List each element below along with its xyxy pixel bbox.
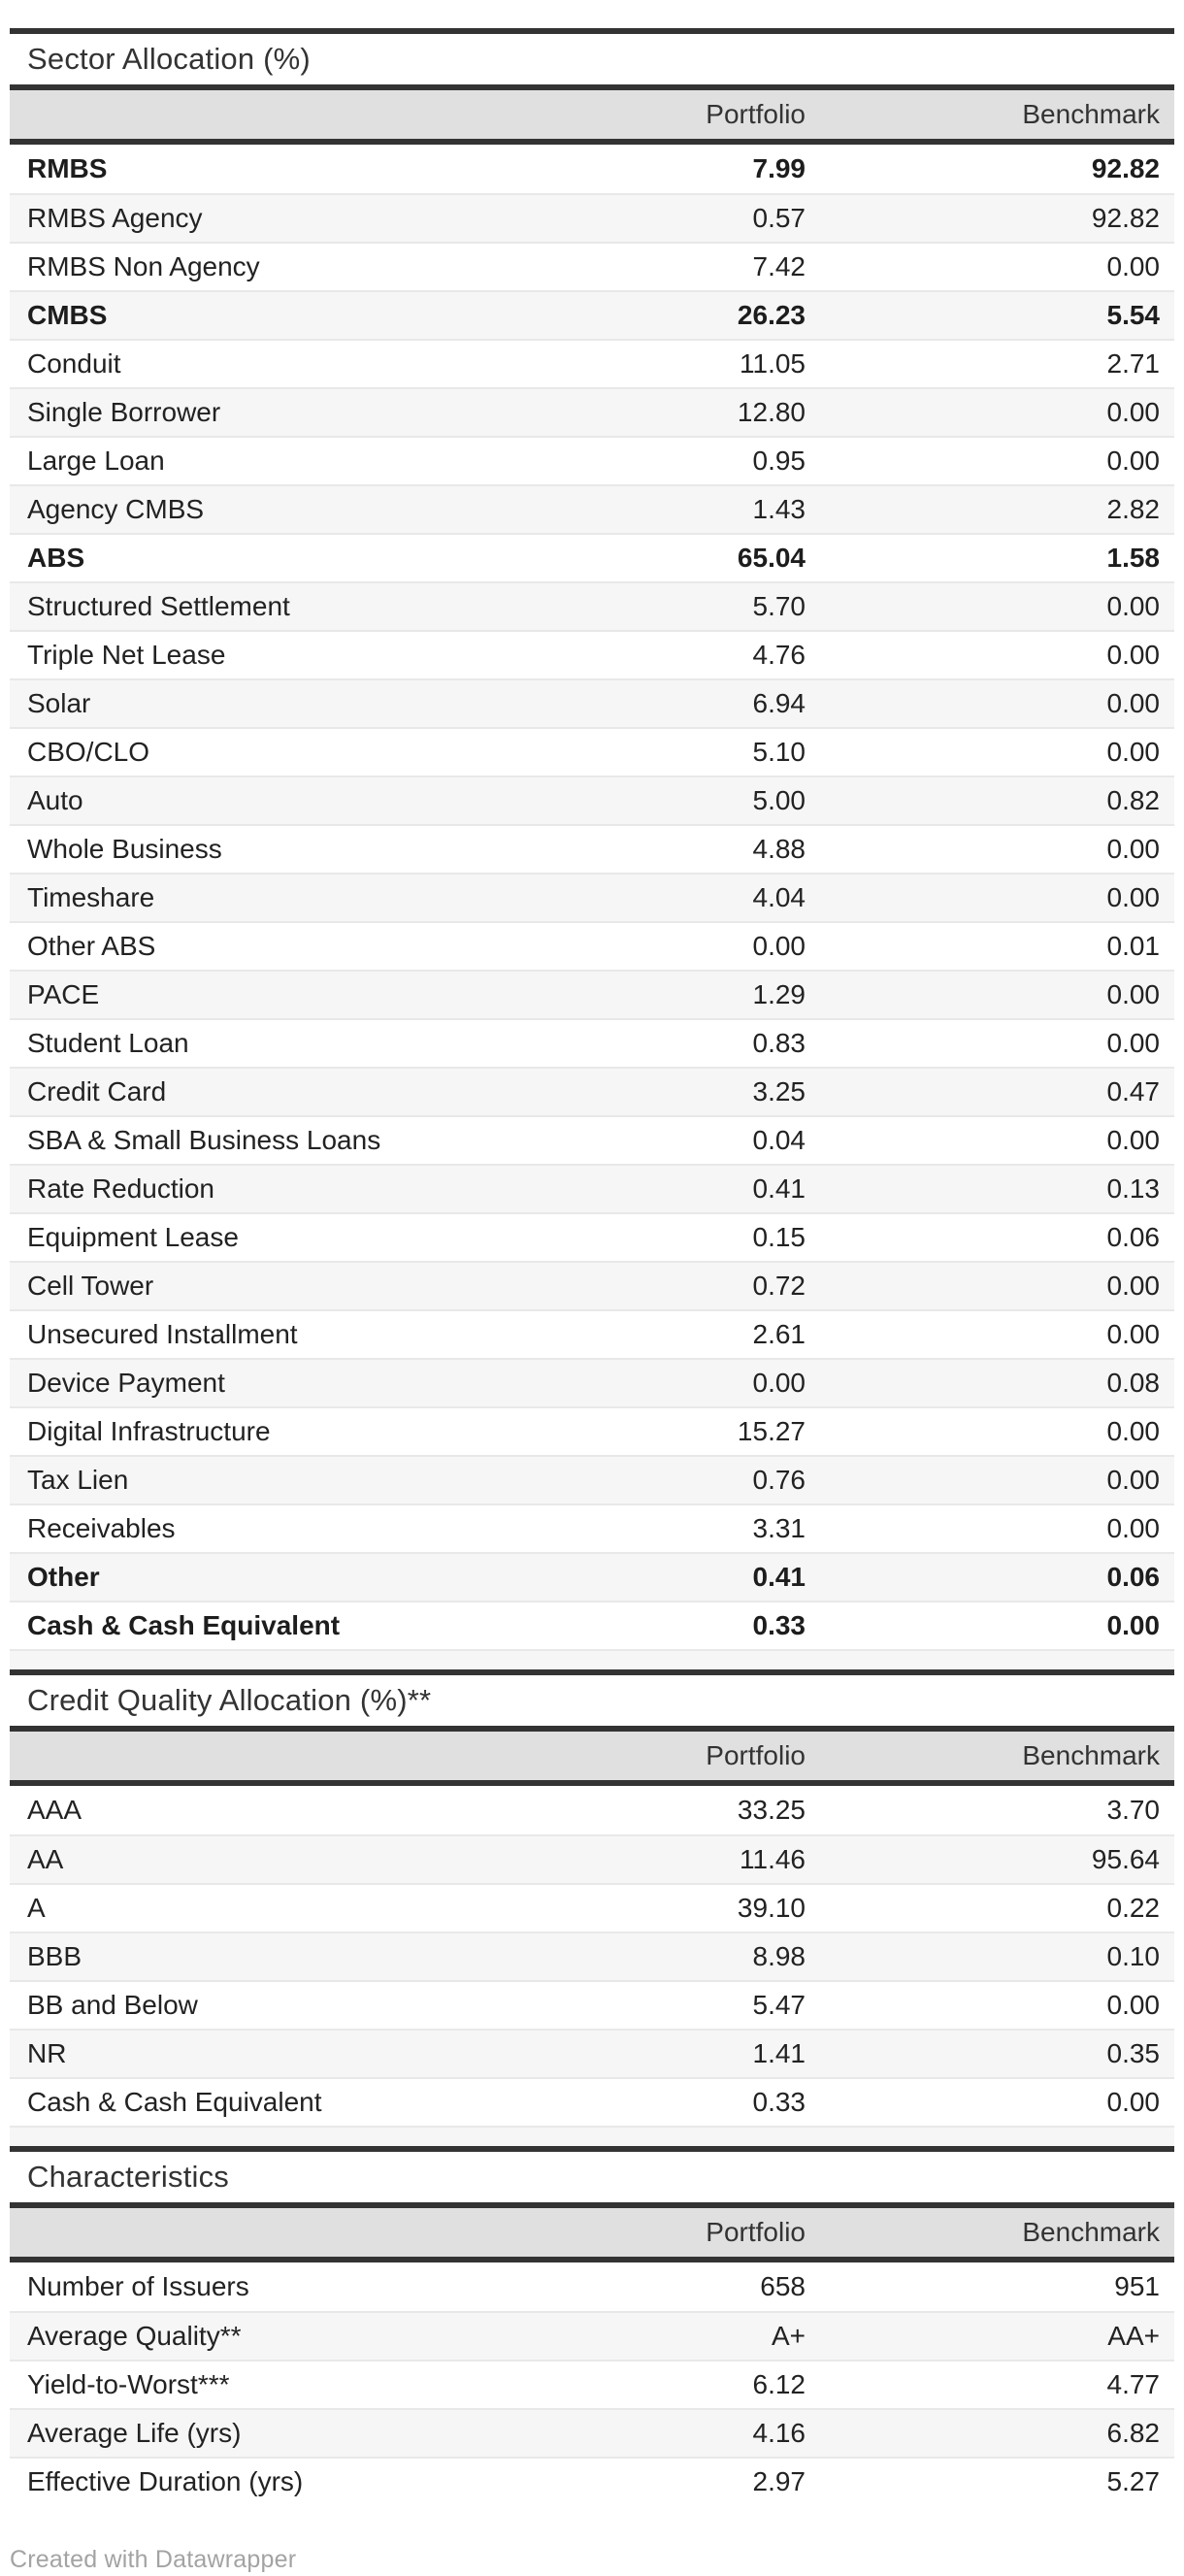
table-row bbox=[10, 2360, 1174, 2408]
portfolio-value: 0.00 bbox=[752, 1368, 806, 1398]
row-label: Number of Issuers bbox=[27, 2271, 249, 2301]
benchmark-value: 0.00 bbox=[1106, 1513, 1160, 1543]
section-credit-quality-allocation bbox=[10, 1669, 1174, 2146]
benchmark-value: 0.00 bbox=[1106, 1271, 1160, 1301]
portfolio-value: 0.76 bbox=[752, 1465, 806, 1495]
portfolio-value: 0.41 bbox=[752, 1562, 806, 1592]
table-row bbox=[10, 776, 1174, 824]
portfolio-value: 1.41 bbox=[752, 2038, 806, 2068]
benchmark-value: 0.22 bbox=[1106, 1893, 1160, 1923]
table-row bbox=[10, 1455, 1174, 1503]
row-label: RMBS Non Agency bbox=[27, 251, 260, 281]
portfolio-value: 0.33 bbox=[752, 2087, 806, 2117]
benchmark-value: 92.82 bbox=[1091, 153, 1160, 183]
portfolio-value: 8.98 bbox=[752, 1941, 806, 1971]
table-row bbox=[10, 1358, 1174, 1406]
section-sector-allocation bbox=[10, 28, 1174, 1669]
row-label: Average Quality** bbox=[27, 2321, 242, 2351]
benchmark-value: 0.00 bbox=[1106, 640, 1160, 670]
table-row bbox=[10, 533, 1174, 581]
row-label: RMBS Agency bbox=[27, 203, 203, 233]
benchmark-value: 0.00 bbox=[1106, 834, 1160, 864]
benchmark-value: 0.47 bbox=[1106, 1076, 1160, 1106]
row-label: Whole Business bbox=[27, 834, 222, 864]
portfolio-value: 39.10 bbox=[737, 1893, 806, 1923]
portfolio-value: 2.97 bbox=[752, 2466, 806, 2496]
column-header-portfolio: Portfolio bbox=[706, 2217, 806, 2247]
datawrapper-attribution[interactable]: Created with Datawrapper bbox=[10, 2546, 297, 2573]
row-label: Conduit bbox=[27, 348, 121, 379]
portfolio-value: 3.25 bbox=[752, 1076, 806, 1106]
row-label: CMBS bbox=[27, 300, 108, 330]
row-label: Triple Net Lease bbox=[27, 640, 226, 670]
row-label: Cash & Cash Equivalent bbox=[27, 2087, 322, 2117]
portfolio-value: 7.99 bbox=[752, 153, 806, 183]
benchmark-value: 0.00 bbox=[1106, 1990, 1160, 2020]
benchmark-value: 0.00 bbox=[1106, 1416, 1160, 1446]
table-row bbox=[10, 2077, 1174, 2126]
portfolio-value: 5.70 bbox=[752, 591, 806, 621]
portfolio-value: 33.25 bbox=[737, 1795, 806, 1825]
row-label: Average Life (yrs) bbox=[27, 2418, 242, 2448]
portfolio-value: 0.15 bbox=[752, 1222, 806, 1252]
table-row bbox=[10, 387, 1174, 436]
table-bottom-spacer bbox=[10, 1649, 1174, 1669]
datawrapper-table-page bbox=[10, 0, 1174, 2574]
table-row bbox=[10, 970, 1174, 1018]
table-row bbox=[10, 1406, 1174, 1455]
portfolio-value: 11.05 bbox=[740, 348, 806, 379]
benchmark-value: 0.00 bbox=[1106, 397, 1160, 427]
row-label: Yield-to-Worst*** bbox=[27, 2369, 230, 2399]
table-row bbox=[10, 581, 1174, 630]
portfolio-value: 0.57 bbox=[752, 203, 806, 233]
table-row bbox=[10, 1115, 1174, 1164]
column-header-benchmark: Benchmark bbox=[1022, 99, 1160, 129]
table-row bbox=[10, 2029, 1174, 2077]
portfolio-value: 6.12 bbox=[752, 2369, 806, 2399]
portfolio-value: 4.04 bbox=[752, 882, 806, 912]
portfolio-value: 0.00 bbox=[752, 931, 806, 961]
table-row bbox=[10, 290, 1174, 339]
column-header-benchmark: Benchmark bbox=[1022, 2217, 1160, 2247]
row-label: CBO/CLO bbox=[27, 737, 150, 767]
benchmark-value: 4.77 bbox=[1106, 2369, 1160, 2399]
portfolio-value: 4.16 bbox=[752, 2418, 806, 2448]
row-label: Effective Duration (yrs) bbox=[27, 2466, 304, 2496]
table-body bbox=[10, 2262, 1174, 2505]
benchmark-value: 1.58 bbox=[1106, 543, 1160, 573]
section-title: Characteristics bbox=[27, 2160, 229, 2194]
benchmark-value: 0.06 bbox=[1106, 1562, 1160, 1592]
portfolio-value: 65.04 bbox=[737, 543, 806, 573]
row-label: Large Loan bbox=[27, 446, 165, 476]
row-label: Receivables bbox=[27, 1513, 176, 1543]
benchmark-value: 0.08 bbox=[1106, 1368, 1160, 1398]
benchmark-value: 0.10 bbox=[1106, 1941, 1160, 1971]
table-row bbox=[10, 436, 1174, 484]
benchmark-value: 0.06 bbox=[1106, 1222, 1160, 1252]
table-row bbox=[10, 193, 1174, 242]
section-title: Credit Quality Allocation (%)** bbox=[27, 1683, 432, 1717]
table-row bbox=[10, 1883, 1174, 1932]
benchmark-value: 0.00 bbox=[1106, 446, 1160, 476]
table-row bbox=[10, 1786, 1174, 1834]
portfolio-value: 2.61 bbox=[752, 1319, 806, 1349]
benchmark-value: 0.00 bbox=[1106, 2087, 1160, 2117]
table-row bbox=[10, 727, 1174, 776]
table-row bbox=[10, 1601, 1174, 1649]
benchmark-value: 0.35 bbox=[1106, 2038, 1160, 2068]
table-row bbox=[10, 1261, 1174, 1309]
table-header-row bbox=[10, 2208, 1174, 2257]
benchmark-value: 0.13 bbox=[1106, 1173, 1160, 1204]
table-row bbox=[10, 2311, 1174, 2360]
portfolio-value: 5.00 bbox=[752, 785, 806, 815]
benchmark-value: 0.00 bbox=[1106, 1125, 1160, 1155]
benchmark-value: 0.00 bbox=[1106, 688, 1160, 718]
benchmark-value: 0.82 bbox=[1106, 785, 1160, 815]
table-row bbox=[10, 824, 1174, 873]
table-row bbox=[10, 678, 1174, 727]
benchmark-value: 92.82 bbox=[1091, 203, 1160, 233]
row-label: Structured Settlement bbox=[27, 591, 290, 621]
portfolio-value: 4.76 bbox=[752, 640, 806, 670]
row-label: PACE bbox=[27, 979, 100, 1009]
column-header-portfolio: Portfolio bbox=[706, 1740, 806, 1770]
row-label: Tax Lien bbox=[27, 1465, 129, 1495]
table-row bbox=[10, 2457, 1174, 2505]
row-label: Device Payment bbox=[27, 1368, 225, 1398]
table-row bbox=[10, 1932, 1174, 1980]
benchmark-value: 95.64 bbox=[1091, 1844, 1160, 1874]
benchmark-value: 5.54 bbox=[1106, 300, 1160, 330]
section-title: Sector Allocation (%) bbox=[27, 42, 311, 76]
column-header-portfolio: Portfolio bbox=[706, 99, 806, 129]
portfolio-value: 1.29 bbox=[752, 979, 806, 1009]
row-label: Single Borrower bbox=[27, 397, 221, 427]
row-label: Timeshare bbox=[27, 882, 155, 912]
row-label: Unsecured Installment bbox=[27, 1319, 298, 1349]
table-row bbox=[10, 1067, 1174, 1115]
benchmark-value: 0.00 bbox=[1106, 737, 1160, 767]
row-label: Solar bbox=[27, 688, 91, 718]
table-row bbox=[10, 2408, 1174, 2457]
row-label: Rate Reduction bbox=[27, 1173, 215, 1204]
portfolio-value: 0.83 bbox=[752, 1028, 806, 1058]
table-row bbox=[10, 1503, 1174, 1552]
benchmark-value: 0.00 bbox=[1106, 591, 1160, 621]
benchmark-value: 0.01 bbox=[1106, 931, 1160, 961]
benchmark-value: 0.00 bbox=[1106, 979, 1160, 1009]
portfolio-value: 3.31 bbox=[752, 1513, 806, 1543]
table-row bbox=[10, 1309, 1174, 1358]
portfolio-value: 0.95 bbox=[752, 446, 806, 476]
row-label: Cell Tower bbox=[27, 1271, 154, 1301]
table-row bbox=[10, 145, 1174, 193]
benchmark-value: 951 bbox=[1114, 2271, 1160, 2301]
table-row bbox=[10, 630, 1174, 678]
row-label: Equipment Lease bbox=[27, 1222, 239, 1252]
column-header-benchmark: Benchmark bbox=[1022, 1740, 1160, 1770]
portfolio-value: 7.42 bbox=[752, 251, 806, 281]
section-characteristics bbox=[10, 2146, 1174, 2505]
benchmark-value: 0.00 bbox=[1106, 1028, 1160, 1058]
row-label: AA bbox=[27, 1844, 64, 1874]
portfolio-value: A+ bbox=[771, 2321, 806, 2351]
table-row bbox=[10, 873, 1174, 921]
table-row bbox=[10, 339, 1174, 387]
portfolio-value: 11.46 bbox=[740, 1844, 806, 1874]
row-label: ABS bbox=[27, 543, 85, 573]
row-label: Other bbox=[27, 1562, 100, 1592]
portfolio-value: 658 bbox=[760, 2271, 806, 2301]
row-label: SBA & Small Business Loans bbox=[27, 1125, 381, 1155]
table-row bbox=[10, 242, 1174, 290]
row-label: Auto bbox=[27, 785, 83, 815]
benchmark-value: 0.00 bbox=[1106, 251, 1160, 281]
row-label: NR bbox=[27, 2038, 67, 2068]
benchmark-value: 3.70 bbox=[1106, 1795, 1160, 1825]
table-row bbox=[10, 1980, 1174, 2029]
row-label: Agency CMBS bbox=[27, 494, 205, 524]
table-row bbox=[10, 1834, 1174, 1883]
table-header-row bbox=[10, 90, 1174, 139]
table-row bbox=[10, 1552, 1174, 1601]
row-label: Other ABS bbox=[27, 931, 156, 961]
table-body bbox=[10, 1786, 1174, 2126]
benchmark-value: 0.00 bbox=[1106, 1319, 1160, 1349]
row-label: Digital Infrastructure bbox=[27, 1416, 271, 1446]
row-label: RMBS bbox=[27, 153, 108, 183]
table-row bbox=[10, 921, 1174, 970]
portfolio-value: 26.23 bbox=[737, 300, 806, 330]
row-label: Credit Card bbox=[27, 1076, 167, 1106]
row-label: Student Loan bbox=[27, 1028, 189, 1058]
table-row bbox=[10, 1018, 1174, 1067]
benchmark-value: 6.82 bbox=[1106, 2418, 1160, 2448]
benchmark-value: 0.00 bbox=[1106, 1610, 1160, 1640]
row-label: A bbox=[27, 1893, 46, 1923]
portfolio-value: 15.27 bbox=[737, 1416, 806, 1446]
benchmark-value: 2.82 bbox=[1106, 494, 1160, 524]
row-label: AAA bbox=[27, 1795, 82, 1825]
portfolio-value: 0.04 bbox=[752, 1125, 806, 1155]
portfolio-value: 6.94 bbox=[752, 688, 806, 718]
portfolio-value: 5.47 bbox=[752, 1990, 806, 2020]
row-label: BB and Below bbox=[27, 1990, 198, 2020]
table-header-row bbox=[10, 1732, 1174, 1780]
portfolio-value: 4.88 bbox=[752, 834, 806, 864]
table-body bbox=[10, 145, 1174, 1649]
portfolio-value: 0.72 bbox=[752, 1271, 806, 1301]
table-bottom-spacer bbox=[10, 2126, 1174, 2146]
table-row bbox=[10, 1164, 1174, 1212]
row-label: BBB bbox=[27, 1941, 82, 1971]
benchmark-value: 0.00 bbox=[1106, 1465, 1160, 1495]
table-row bbox=[10, 484, 1174, 533]
row-label: Cash & Cash Equivalent bbox=[27, 1610, 341, 1640]
table-row bbox=[10, 2262, 1174, 2311]
portfolio-value: 1.43 bbox=[752, 494, 806, 524]
benchmark-value: 5.27 bbox=[1106, 2466, 1160, 2496]
benchmark-value: 2.71 bbox=[1106, 348, 1160, 379]
benchmark-value: 0.00 bbox=[1106, 882, 1160, 912]
portfolio-value: 0.41 bbox=[752, 1173, 806, 1204]
benchmark-value: AA+ bbox=[1107, 2321, 1160, 2351]
portfolio-value: 12.80 bbox=[737, 397, 806, 427]
portfolio-value: 0.33 bbox=[752, 1610, 806, 1640]
table-row bbox=[10, 1212, 1174, 1261]
portfolio-value: 5.10 bbox=[752, 737, 806, 767]
